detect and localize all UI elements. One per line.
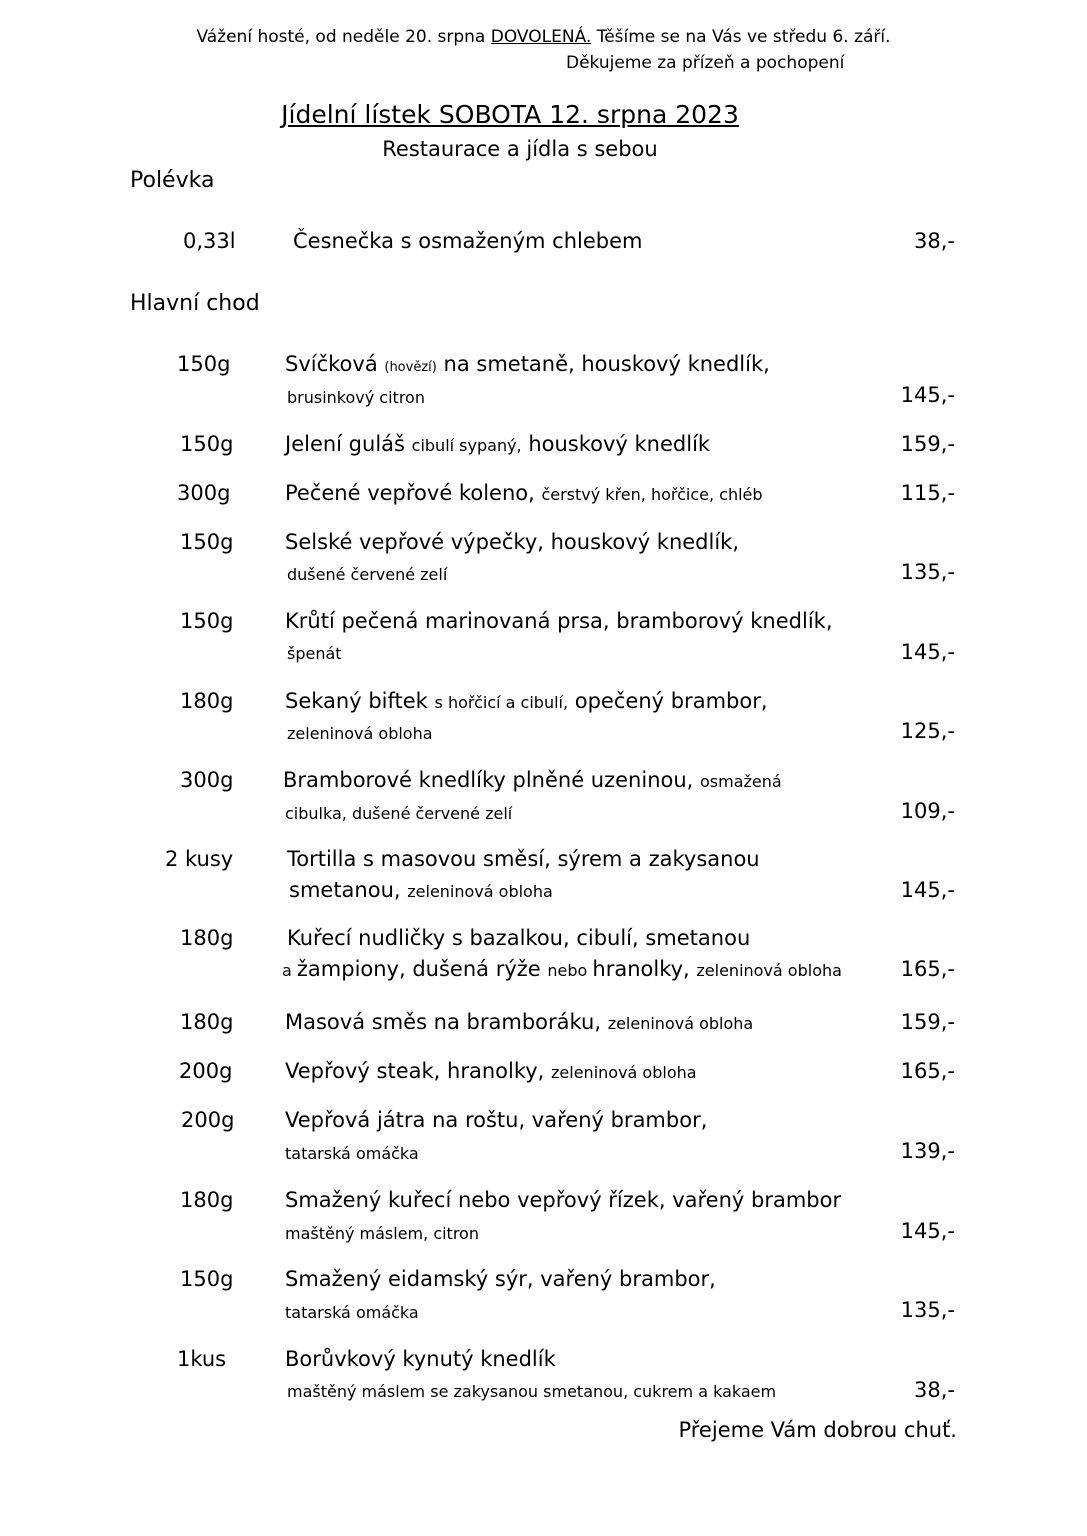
item-weight: 200g: [181, 1108, 235, 1132]
menu-title: Jídelní lístek SOBOTA 12. srpna 2023: [281, 100, 739, 129]
item-price: 159,-: [900, 432, 955, 456]
item-price: 165,-: [900, 957, 955, 981]
item-name: Smažený eidamský sýr, vařený brambor,: [285, 1267, 716, 1291]
item-name: Kuřecí nudličky s bazalkou, cibulí, smetanou: [287, 926, 751, 950]
item-weight: 2 kusy: [165, 847, 234, 871]
item-weight: 150g: [180, 530, 234, 554]
menu-subtitle: Restaurace a jídla s sebou: [382, 137, 658, 161]
item-price: 109,-: [900, 799, 955, 823]
item-price: 165,-: [900, 1059, 955, 1083]
item-name: Vepřový steak, hranolky, zeleninová obloha: [285, 1059, 697, 1083]
item-side: dušené červené zelí: [287, 565, 448, 584]
item-weight: 300g: [180, 768, 234, 792]
item-name: Krůtí pečená marinovaná prsa, bramborový knedlík,: [285, 609, 833, 633]
item-name: Masová směs na bramboráku, zeleninová obloha: [285, 1010, 754, 1034]
item-side: špenát: [287, 644, 342, 663]
item-name: Vepřová játra na roštu, vařený brambor,: [285, 1108, 708, 1132]
item-weight: 0,33l: [183, 229, 236, 253]
item-side: brusinkový citron: [287, 388, 425, 407]
item-weight: 180g: [180, 1188, 234, 1212]
item-side: cibulka, dušené červené zelí: [285, 804, 513, 823]
footer-wish: Přejeme Vám dobrou chuť.: [678, 1418, 957, 1442]
item-weight: 180g: [180, 1010, 234, 1034]
item-name: Tortilla s masovou směsí, sýrem a zakysanou: [287, 847, 760, 871]
item-price: 135,-: [900, 1298, 955, 1322]
item-price: 139,-: [900, 1139, 955, 1163]
item-weight: 150g: [180, 609, 234, 633]
item-name: Jelení guláš cibulí sypaný, houskový knedlík: [285, 432, 711, 456]
item-side: tatarská omáčka: [285, 1144, 419, 1163]
item-side: tatarská omáčka: [285, 1303, 419, 1322]
item-price: 38,-: [914, 1378, 955, 1402]
item-name: Pečené vepřové koleno, čerstvý křen, hořčice, chléb: [285, 481, 763, 505]
item-side: maštěný máslem se zakysanou smetanou, cukrem a kakaem: [287, 1382, 777, 1401]
item-price: 38,-: [914, 229, 955, 253]
item-price: 135,-: [900, 560, 955, 584]
item-weight: 150g: [177, 352, 231, 376]
notice-thanks: Děkujeme za přízeň a pochopení: [566, 53, 845, 73]
item-price: 145,-: [900, 1219, 955, 1243]
item-name: Sekaný biftek s hořčicí a cibulí, opečený brambor,: [285, 689, 768, 713]
item-name: Smažený kuřecí nebo vepřový řízek, vařený brambor: [285, 1188, 842, 1212]
item-weight: 150g: [180, 1267, 234, 1291]
item-price: 145,-: [900, 383, 955, 407]
section-main: Hlavní chod: [130, 291, 260, 316]
notice-vacation: DOVOLENÁ.: [490, 27, 592, 47]
item-side: zeleninová obloha: [287, 724, 433, 743]
item-weight: 300g: [177, 481, 231, 505]
item-side: maštěný máslem, citron: [285, 1224, 479, 1243]
item-price: 145,-: [900, 878, 955, 902]
notice-text-a: Vážení hosté, od neděle 20. srpna: [196, 27, 491, 47]
item-side: smetanou, zeleninová obloha: [289, 878, 553, 902]
item-price: 159,-: [900, 1010, 955, 1034]
item-name: Selské vepřové výpečky, houskový knedlík,: [285, 530, 740, 554]
item-name: Borůvkový kynutý knedlík: [285, 1347, 556, 1371]
item-price: 125,-: [900, 719, 955, 743]
item-weight: 180g: [180, 689, 234, 713]
item-weight: 200g: [179, 1059, 233, 1083]
item-name: Bramborové knedlíky plněné uzeninou, osmažená: [283, 768, 782, 792]
item-name: Svíčková (hovězí) na smetaně, houskový knedlík,: [285, 352, 770, 376]
item-name: Česnečka s osmaženým chlebem: [293, 229, 643, 253]
notice-text-c: Těšíme se na Vás ve středu 6. září.: [591, 27, 891, 47]
item-price: 145,-: [900, 640, 955, 664]
item-weight: 1kus: [177, 1347, 227, 1371]
vacation-notice: [0, 27, 1087, 47]
item-weight: 150g: [180, 432, 234, 456]
item-side: a žampiony, dušená rýže nebo hranolky, zeleninová obloha: [282, 957, 842, 981]
section-soup: Polévka: [130, 168, 215, 193]
item-weight: 180g: [180, 926, 234, 950]
item-price: 115,-: [900, 481, 955, 505]
